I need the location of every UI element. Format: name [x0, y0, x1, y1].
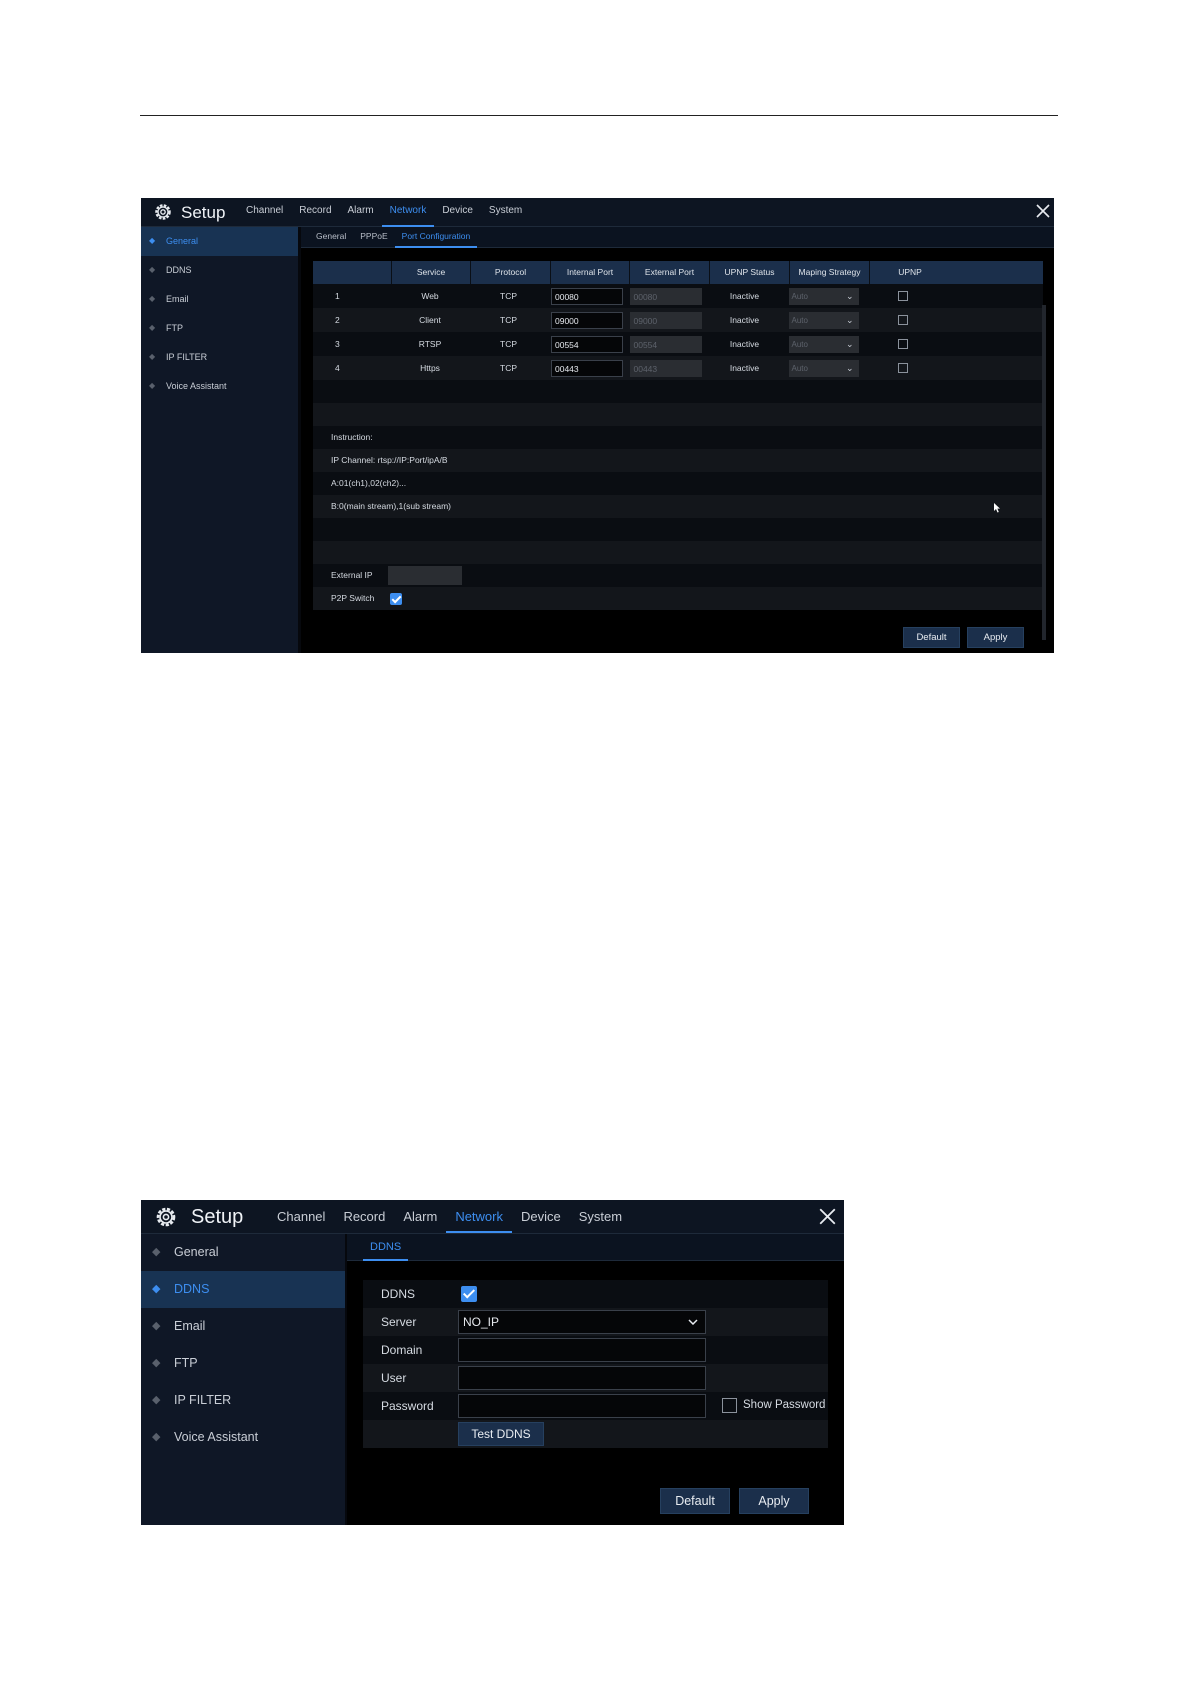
- sidebar-item-label: Email: [174, 1319, 206, 1333]
- sidebar-item-email[interactable]: [141, 285, 298, 314]
- external-ip-input[interactable]: [388, 566, 462, 585]
- sidebar-item-ip-filter[interactable]: [141, 1382, 345, 1419]
- sidebar: [141, 227, 298, 653]
- window-title: Setup: [191, 1206, 244, 1228]
- sidebar-item-ftp[interactable]: [141, 1345, 345, 1382]
- spacer-row: [313, 518, 1043, 541]
- domain-input[interactable]: [458, 1338, 706, 1362]
- gear-icon: [153, 202, 173, 222]
- spacer-row: [313, 380, 1043, 403]
- main-panel: [301, 227, 1054, 653]
- sidebar-item-ip-filter[interactable]: [141, 343, 298, 372]
- tab-network[interactable]: Network: [382, 198, 435, 226]
- diamond-icon: ◆: [149, 236, 156, 245]
- sub-tabs: [347, 1234, 844, 1261]
- show-password-checkbox[interactable]: [722, 1398, 737, 1413]
- tab-alarm[interactable]: Alarm: [403, 1209, 438, 1224]
- mapping-strategy-select: [789, 360, 859, 377]
- instruction-heading: Instruction:: [313, 426, 1043, 449]
- tab-system[interactable]: System: [488, 205, 523, 216]
- external-port-input: 09000: [630, 312, 702, 329]
- tab-channel[interactable]: Channel: [277, 1209, 326, 1224]
- external-port-input: 00554: [630, 336, 702, 353]
- sidebar-item-ddns[interactable]: [141, 256, 298, 285]
- diamond-icon: ◆: [152, 1394, 161, 1406]
- upnp-status: Inactive: [729, 315, 760, 325]
- instruction-line: B:0(main stream),1(sub stream): [313, 495, 1043, 518]
- external-port-input: 00080: [630, 288, 702, 305]
- user-label: User: [381, 1371, 407, 1385]
- diamond-icon: ◆: [152, 1357, 161, 1369]
- tab-channel[interactable]: Channel: [246, 205, 284, 216]
- instruction-line: A:01(ch1),02(ch2)...: [313, 472, 1043, 495]
- mapping-strategy-value: Auto: [791, 363, 808, 373]
- internal-port-input[interactable]: 00443: [551, 360, 623, 377]
- apply-button[interactable]: Apply: [967, 627, 1024, 648]
- server-select[interactable]: [458, 1310, 706, 1334]
- tab-alarm[interactable]: Alarm: [347, 205, 374, 216]
- test-ddns-button[interactable]: Test DDNS: [458, 1422, 544, 1446]
- mapping-strategy-select: [789, 336, 859, 353]
- p2p-switch-row: [313, 587, 1043, 610]
- sidebar-item-label: General: [166, 236, 199, 246]
- sidebar-item-label: Voice Assistant: [166, 381, 227, 391]
- diamond-icon: ◆: [152, 1431, 161, 1443]
- main-panel: [347, 1234, 844, 1525]
- sidebar-item-general[interactable]: [141, 227, 298, 256]
- p2p-switch-label: P2P Switch: [331, 593, 375, 603]
- service-name: Web: [421, 291, 439, 301]
- domain-row: [363, 1336, 828, 1364]
- column-header: External Port: [629, 261, 709, 284]
- column-header: Maping Strategy: [789, 261, 869, 284]
- upnp-status: Inactive: [729, 339, 760, 349]
- tab-device[interactable]: Device: [521, 1209, 561, 1224]
- sidebar-item-label: General: [174, 1245, 219, 1259]
- diamond-icon: ◆: [152, 1283, 161, 1295]
- row-number: 4: [335, 363, 340, 373]
- server-value: NO_IP: [463, 1315, 500, 1329]
- column-header: Service: [391, 261, 470, 284]
- chevron-down-icon: ⌄: [845, 362, 854, 373]
- window-title: Setup: [181, 203, 226, 222]
- ddns-enable-row: [363, 1280, 828, 1308]
- default-button[interactable]: Default: [660, 1488, 730, 1514]
- row-number: 3: [335, 339, 340, 349]
- sidebar-item-label: DDNS: [166, 265, 192, 275]
- sidebar-item-label: IP FILTER: [174, 1393, 232, 1407]
- diamond-icon: ◆: [152, 1320, 161, 1332]
- sidebar-item-label: Email: [166, 294, 189, 304]
- server-row: [363, 1308, 828, 1336]
- diamond-icon: ◆: [149, 381, 156, 390]
- domain-label: Domain: [381, 1343, 423, 1357]
- row-number: 2: [335, 315, 340, 325]
- table-row: [313, 284, 1043, 308]
- sidebar-item-label: FTP: [166, 323, 183, 333]
- protocol: TCP: [500, 291, 517, 301]
- sidebar-item-ddns[interactable]: [141, 1271, 345, 1308]
- internal-port-input[interactable]: 00554: [551, 336, 623, 353]
- table-header: [313, 261, 1043, 284]
- protocol: TCP: [500, 315, 517, 325]
- tab-network[interactable]: Network: [446, 1200, 512, 1233]
- table-row: [313, 356, 1043, 380]
- setup-window-port-configuration: [141, 198, 1054, 653]
- tab-record[interactable]: Record: [299, 205, 332, 216]
- sidebar-item-label: FTP: [174, 1356, 198, 1370]
- instruction-line: IP Channel: rtsp://IP:Port/ipA/B: [313, 449, 1043, 472]
- main-tabs: [238, 198, 530, 226]
- diamond-icon: ◆: [149, 323, 156, 332]
- sub-tabs: [301, 227, 1054, 248]
- port-table: [313, 261, 1043, 380]
- diamond-icon: ◆: [152, 1246, 161, 1258]
- mapping-strategy-value: Auto: [791, 339, 808, 349]
- close-icon[interactable]: [819, 1208, 836, 1225]
- p2p-switch-checkbox[interactable]: [390, 593, 402, 605]
- chevron-down-icon: [688, 1319, 698, 1325]
- password-row: [363, 1392, 828, 1420]
- diamond-icon: ◆: [149, 294, 156, 303]
- gear-icon: [154, 1205, 178, 1229]
- close-icon[interactable]: [1036, 204, 1050, 218]
- row-number: 1: [335, 291, 340, 301]
- mapping-strategy-value: Auto: [791, 291, 808, 301]
- upnp-checkbox[interactable]: [898, 363, 908, 373]
- main-tabs: [268, 1200, 631, 1233]
- table-row: [313, 332, 1043, 356]
- external-ip-row: [313, 564, 1043, 587]
- external-port-input: 00443: [630, 360, 702, 377]
- table-row: [313, 308, 1043, 332]
- sidebar-item-label: DDNS: [174, 1282, 210, 1296]
- subtab-ddns[interactable]: DDNS: [363, 1234, 408, 1260]
- chevron-down-icon: ⌄: [845, 338, 854, 349]
- internal-port-input[interactable]: 09000: [551, 312, 623, 329]
- password-input[interactable]: [458, 1394, 706, 1418]
- tab-record[interactable]: Record: [343, 1209, 386, 1224]
- show-password-label: Show Password: [743, 1399, 826, 1411]
- password-label: Password: [381, 1399, 434, 1413]
- column-header: [313, 261, 391, 284]
- sidebar-item-label: IP FILTER: [166, 352, 208, 362]
- mapping-strategy-select: [789, 312, 859, 329]
- chevron-down-icon: ⌄: [845, 290, 854, 301]
- setup-window-ddns: [141, 1200, 844, 1525]
- subtab-pppoe[interactable]: PPPoE: [360, 231, 388, 241]
- chevron-down-icon: ⌄: [845, 314, 854, 325]
- test-ddns-row: [363, 1420, 828, 1448]
- internal-port-input[interactable]: 00080: [551, 288, 623, 305]
- server-label: Server: [381, 1315, 417, 1329]
- external-ip-label: External IP: [331, 570, 373, 580]
- subtab-general[interactable]: General: [316, 231, 347, 241]
- service-name: Client: [419, 315, 441, 325]
- upnp-checkbox[interactable]: [898, 315, 908, 325]
- upnp-checkbox[interactable]: [898, 339, 908, 349]
- default-button[interactable]: Default: [903, 627, 960, 648]
- tab-device[interactable]: Device: [442, 205, 473, 216]
- service-name: Https: [420, 363, 440, 373]
- upnp-checkbox[interactable]: [898, 291, 908, 301]
- column-header: Internal Port: [550, 261, 629, 284]
- diamond-icon: ◆: [149, 265, 156, 274]
- mapping-strategy-value: Auto: [791, 315, 808, 325]
- service-name: RTSP: [418, 339, 442, 349]
- user-input[interactable]: [458, 1366, 706, 1390]
- sidebar-item-voice-assistant[interactable]: [141, 372, 298, 401]
- sidebar-item-ftp[interactable]: [141, 314, 298, 343]
- spacer-row: [313, 403, 1043, 426]
- user-row: [363, 1364, 828, 1392]
- apply-button[interactable]: Apply: [739, 1488, 809, 1514]
- spacer-row: [313, 541, 1043, 564]
- top-bar: [141, 198, 1054, 227]
- ddns-enable-checkbox[interactable]: [461, 1286, 477, 1302]
- sidebar-item-email[interactable]: [141, 1308, 345, 1345]
- upnp-status: Inactive: [729, 291, 760, 301]
- sidebar: [141, 1234, 345, 1525]
- diamond-icon: ◆: [149, 352, 156, 361]
- tab-system[interactable]: System: [578, 1209, 623, 1224]
- column-header: UPNP Status: [709, 261, 789, 284]
- scrollbar[interactable]: [1042, 305, 1046, 640]
- top-bar: [141, 1200, 844, 1234]
- sidebar-item-general[interactable]: [141, 1234, 345, 1271]
- protocol: TCP: [500, 363, 517, 373]
- sidebar-item-voice-assistant[interactable]: [141, 1419, 345, 1456]
- sidebar-item-label: Voice Assistant: [174, 1430, 259, 1444]
- column-header: UPNP: [869, 261, 950, 284]
- column-header: Protocol: [470, 261, 550, 284]
- protocol: TCP: [500, 339, 517, 349]
- page-rule: [140, 115, 1058, 116]
- subtab-port-configuration[interactable]: Port Configuration: [395, 227, 478, 247]
- upnp-status: Inactive: [729, 363, 760, 373]
- ddns-label: DDNS: [381, 1287, 416, 1301]
- mapping-strategy-select: [789, 288, 859, 305]
- mouse-cursor-icon: [994, 503, 1002, 513]
